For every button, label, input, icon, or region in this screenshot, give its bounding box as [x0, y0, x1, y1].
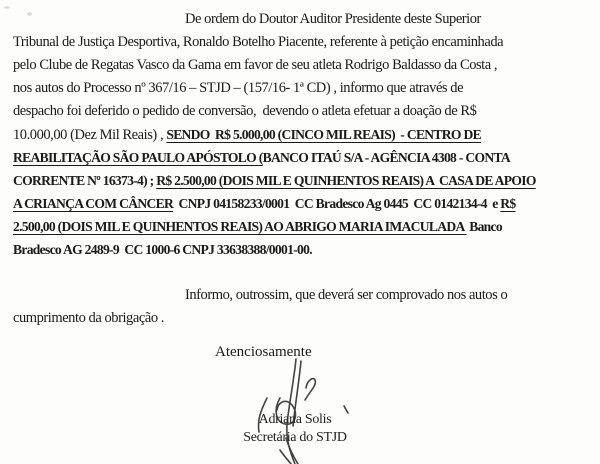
text-segment: BANCO ITAÚ S/A - AGÊNCIA 4308 - CONTA	[262, 150, 510, 165]
text-segment: A CRIANÇA COM CÂNCER	[13, 196, 174, 211]
text-segment: 10.000,00 (Dez Mil Reais) ,	[13, 127, 167, 143]
text-segment: REABILITAÇÃO SÃO PAULO APÓSTOLO (	[13, 150, 263, 165]
text-segment: SENDO R$ 5.000,00 (CINCO MIL REAIS) - CENTRO DE	[166, 127, 481, 142]
text-line	[13, 100, 597, 123]
text-line	[13, 54, 597, 77]
text-segment: De ordem do Doutor Auditor Presidente deste Superior	[185, 11, 481, 27]
text-segment: nos autos do Processo nº 367/16 – STJD – (157/16- 1ª CD) , informo que através de	[13, 80, 464, 96]
text-line	[13, 123, 597, 146]
text-segment: R$ 2.500,00 (DOIS MIL E QUINHENTOS REAIS) A CASA DE APOIO	[156, 173, 536, 188]
text-segment: pelo Clube de Regatas Vasco da Gama em favor de seu atleta Rodrigo Baldasso da Costa ,	[13, 57, 498, 73]
text-line	[13, 215, 597, 238]
text-line	[13, 8, 597, 31]
text-segment: cumprimento da obrigação .	[13, 310, 164, 326]
signatory-name: Adriana Solis	[258, 412, 332, 427]
text-segment: CORRENTE Nº 16373-4) ;	[13, 173, 157, 188]
document-body	[13, 8, 597, 363]
text-segment: CNPJ 04158233/0001 CC Bradesco Ag 0445 CC 0142134-4 e	[173, 196, 501, 211]
text-line	[13, 31, 597, 54]
text-segment: despacho foi deferido o pedido de conversão, devendo o atleta efetuar a doação de R$	[13, 103, 477, 119]
signature-scrawl-icon	[220, 358, 370, 464]
text-line	[13, 146, 597, 169]
scan-speck	[4, 6, 10, 9]
text-line	[13, 77, 597, 100]
text-segment: Informo, outrossim, que deverá ser comprovado nos autos o	[185, 287, 508, 303]
text-segment: R$	[500, 196, 516, 211]
text-segment: Banco	[466, 219, 502, 234]
text-line	[13, 284, 597, 307]
text-line	[13, 238, 597, 261]
text-line	[13, 169, 597, 192]
text-segment: 2.500,00 (DOIS MIL E QUINHENTOS REAIS) AO ABRIGO MARIA IMACULADA	[13, 219, 467, 234]
closing-salutation: Atenciosamente	[215, 344, 312, 360]
line-spacer	[13, 261, 597, 284]
signature-block	[220, 358, 370, 464]
text-line	[13, 192, 597, 215]
signatory-title: Secretária do STJD	[243, 430, 347, 445]
text-segment: Tribunal de Justiça Desportiva, Ronaldo Botelho Piacente, referente à petição encaminhada	[13, 34, 504, 50]
text-segment: Bradesco AG 2489-9 CC 1000-6 CNPJ 33638388/0001-00.	[13, 242, 312, 257]
text-line	[13, 307, 597, 330]
